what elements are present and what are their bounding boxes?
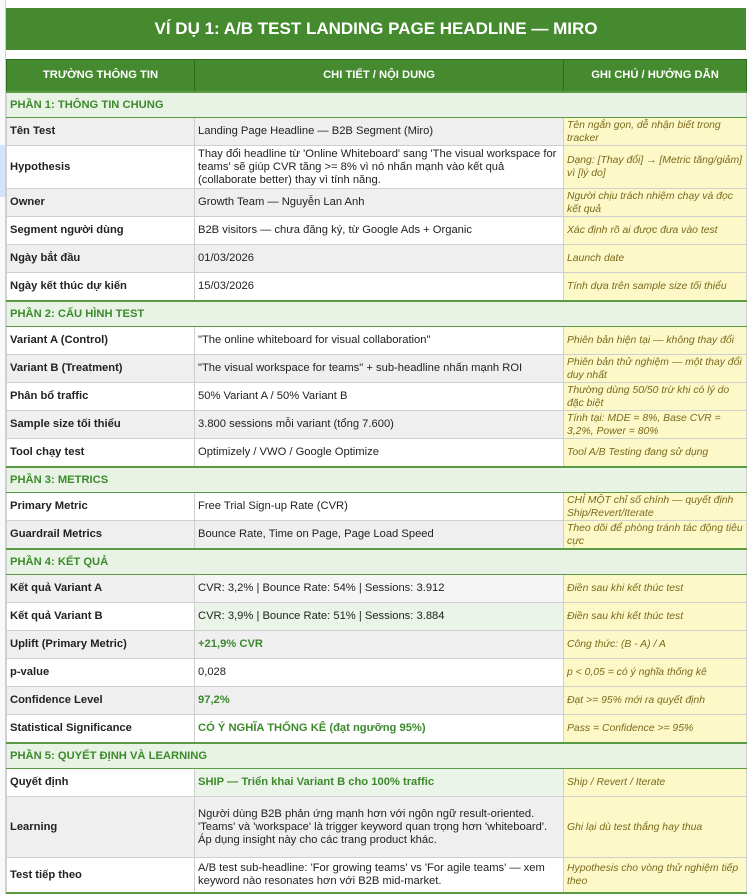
section-title: PHẦN 4: KẾT QUẢ (7, 549, 747, 575)
table-row (7, 687, 747, 715)
field-label[interactable]: Tên Test (7, 118, 195, 146)
field-note[interactable]: Công thức: (B - A) / A (564, 631, 747, 659)
field-value[interactable]: Free Trial Sign-up Rate (CVR) (195, 493, 564, 521)
column-header-note: GHI CHÚ / HƯỚNG DẪN (564, 60, 747, 93)
field-value[interactable]: "The online whiteboard for visual collaboration" (195, 327, 564, 355)
table-row (7, 439, 747, 468)
field-note[interactable]: p < 0,05 = có ý nghĩa thống kê (564, 659, 747, 687)
field-value[interactable]: +21,9% CVR (195, 631, 564, 659)
field-label[interactable]: Segment người dùng (7, 217, 195, 245)
field-label[interactable]: Guardrail Metrics (7, 521, 195, 550)
table-row (7, 355, 747, 383)
table-row (7, 493, 747, 521)
field-note[interactable]: Phiên bản thử nghiệm — một thay đổi duy nhất (564, 355, 747, 383)
table-row (7, 631, 747, 659)
field-label[interactable]: Kết quả Variant A (7, 575, 195, 603)
table-row (7, 189, 747, 217)
field-note[interactable]: Đạt >= 95% mới ra quyết định (564, 687, 747, 715)
field-value[interactable]: 97,2% (195, 687, 564, 715)
field-note[interactable]: Tính dựa trên sample size tối thiểu (564, 273, 747, 302)
field-value[interactable]: Người dùng B2B phản ứng mạnh hơn với ngôn ngữ result-oriented. 'Teams' và 'workspace' là trigger keyword quan trọng hơn 'whiteboard'. Áp dụng insight này cho các trang product khác. (195, 797, 564, 858)
table-row (7, 797, 747, 858)
table-row (7, 217, 747, 245)
field-value[interactable]: Optimizely / VWO / Google Optimize (195, 439, 564, 468)
table-row (7, 411, 747, 439)
table-row (7, 575, 747, 603)
field-note[interactable]: Tool A/B Testing đang sử dụng (564, 439, 747, 468)
field-note[interactable]: Hypothesis cho vòng thử nghiệm tiếp theo (564, 858, 747, 894)
field-note[interactable]: Người chịu trách nhiệm chạy và đọc kết quả (564, 189, 747, 217)
field-note[interactable]: Launch date (564, 245, 747, 273)
section-header (7, 743, 747, 769)
table-row (7, 383, 747, 411)
field-label[interactable]: Variant A (Control) (7, 327, 195, 355)
field-value[interactable]: SHIP — Triển khai Variant B cho 100% traffic (195, 769, 564, 797)
field-value[interactable]: A/B test sub-headline: 'For growing teams' vs 'For agile teams' — xem keyword nào resonates hơn với B2B mid-market. (195, 858, 564, 894)
table-row (7, 146, 747, 189)
header-row (7, 60, 747, 93)
field-label[interactable]: Variant B (Treatment) (7, 355, 195, 383)
section-title: PHẦN 3: METRICS (7, 467, 747, 493)
field-note[interactable]: Ship / Revert / Iterate (564, 769, 747, 797)
field-note[interactable]: CHỈ MỘT chỉ số chính — quyết định Ship/Revert/Iterate (564, 493, 747, 521)
table-row (7, 327, 747, 355)
page-title: VÍ DỤ 1: A/B TEST LANDING PAGE HEADLINE — MIRO (6, 8, 746, 50)
table-row (7, 769, 747, 797)
field-label[interactable]: Phân bổ traffic (7, 383, 195, 411)
field-label[interactable]: Hypothesis (7, 146, 195, 189)
section-header (7, 549, 747, 575)
field-note[interactable]: Pass = Confidence >= 95% (564, 715, 747, 744)
table-row (7, 521, 747, 550)
field-value[interactable]: B2B visitors — chưa đăng ký, từ Google Ads + Organic (195, 217, 564, 245)
section-title: PHẦN 5: QUYẾT ĐỊNH VÀ LEARNING (7, 743, 747, 769)
table-row (7, 118, 747, 146)
field-label[interactable]: Uplift (Primary Metric) (7, 631, 195, 659)
field-label[interactable]: p-value (7, 659, 195, 687)
field-value[interactable]: 0,028 (195, 659, 564, 687)
field-note[interactable]: Thường dùng 50/50 trừ khi có lý do đặc biệt (564, 383, 747, 411)
field-label[interactable]: Kết quả Variant B (7, 603, 195, 631)
field-label[interactable]: Learning (7, 797, 195, 858)
field-value[interactable]: 15/03/2026 (195, 273, 564, 302)
field-label[interactable]: Owner (7, 189, 195, 217)
field-label[interactable]: Statistical Significance (7, 715, 195, 744)
field-label[interactable]: Confidence Level (7, 687, 195, 715)
field-note[interactable]: Điền sau khi kết thúc test (564, 575, 747, 603)
column-header-field: TRƯỜNG THÔNG TIN (7, 60, 195, 93)
field-label[interactable]: Sample size tối thiểu (7, 411, 195, 439)
field-note[interactable]: Tính tại: MDE = 8%, Base CVR = 3,2%, Power = 80% (564, 411, 747, 439)
table-row (7, 659, 747, 687)
field-label[interactable]: Primary Metric (7, 493, 195, 521)
field-label[interactable]: Ngày bắt đầu (7, 245, 195, 273)
field-note[interactable]: Điền sau khi kết thúc test (564, 603, 747, 631)
table-row (7, 245, 747, 273)
field-value[interactable]: CÓ Ý NGHĨA THỐNG KÊ (đạt ngưỡng 95%) (195, 715, 564, 744)
ab-test-table (6, 59, 747, 894)
field-value[interactable]: Bounce Rate, Time on Page, Page Load Speed (195, 521, 564, 550)
field-value[interactable]: 50% Variant A / 50% Variant B (195, 383, 564, 411)
section-header (7, 92, 747, 118)
field-value[interactable]: 01/03/2026 (195, 245, 564, 273)
field-value[interactable]: 3.800 sessions mỗi variant (tổng 7.600) (195, 411, 564, 439)
section-header (7, 301, 747, 327)
field-value[interactable]: CVR: 3,9% | Bounce Rate: 51% | Sessions: 3.884 (195, 603, 564, 631)
field-note[interactable]: Xác định rõ ai được đưa vào test (564, 217, 747, 245)
table-row (7, 715, 747, 744)
field-label[interactable]: Tool chạy test (7, 439, 195, 468)
selected-row-marker (0, 145, 5, 197)
field-note[interactable]: Ghi lại dù test thắng hay thua (564, 797, 747, 858)
field-note[interactable]: Theo dõi để phòng tránh tác động tiêu cực (564, 521, 747, 550)
table-row (7, 273, 747, 302)
field-value[interactable]: Landing Page Headline — B2B Segment (Miro) (195, 118, 564, 146)
field-note[interactable]: Tên ngắn gọn, dễ nhận biết trong tracker (564, 118, 747, 146)
field-value[interactable]: "The visual workspace for teams" + sub-headline nhấn mạnh ROI (195, 355, 564, 383)
field-value[interactable]: Growth Team — Nguyễn Lan Anh (195, 189, 564, 217)
field-value[interactable]: Thay đổi headline từ 'Online Whiteboard' sang 'The visual workspace for teams' sẽ giúp CVR tăng >= 8% vì nó nhấn mạnh vào kết quả (collaborate better) thay vì tính năng. (195, 146, 564, 189)
field-value[interactable]: CVR: 3,2% | Bounce Rate: 54% | Sessions: 3.912 (195, 575, 564, 603)
table-row (7, 858, 747, 894)
field-note[interactable]: Dạng: [Thay đổi] → [Metric tăng/giảm] vì [lý do] (564, 146, 747, 189)
section-header (7, 467, 747, 493)
section-title: PHẦN 1: THÔNG TIN CHUNG (7, 92, 747, 118)
field-label[interactable]: Test tiếp theo (7, 858, 195, 894)
table-row (7, 603, 747, 631)
field-note[interactable]: Phiên bản hiện tại — không thay đổi (564, 327, 747, 355)
field-label[interactable]: Quyết định (7, 769, 195, 797)
column-header-detail: CHI TIẾT / NỘI DUNG (195, 60, 564, 93)
section-title: PHẦN 2: CẤU HÌNH TEST (7, 301, 747, 327)
field-label[interactable]: Ngày kết thúc dự kiến (7, 273, 195, 302)
